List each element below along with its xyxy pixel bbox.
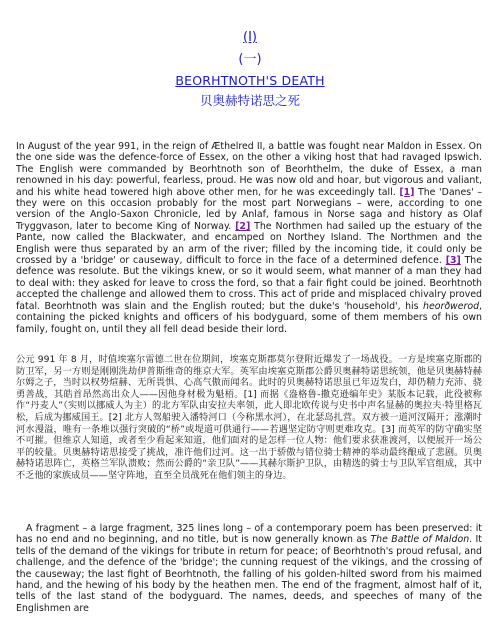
paragraph-chinese-translation: 公元 991 年 8 月，时值埃塞尔雷德二世在位期间，埃塞克斯郡莫尔登附近爆发了一场战役。一方是埃塞克斯郡的防卫军，另一方则是刚刚洗劫伊普斯维奇的维京大军。英军由埃塞克斯郡公爵贝奥赫特诺思统领，他是贝奥赫特赫尔姆之子，当时以权势煊赫、无所畏惧、心高气傲而闻名。此时的贝奥赫特诺思虽已年迈发白，却仍精力充沛、骁勇善战，其皓首昂然高出众人——因他身材极为魁梧。[1] 而据《盎格鲁-撒克逊编年史》某版本记载，此役被称作“丹麦人”（实则以挪威人为主）的北方军队由安拉夫率领，此人即北欧传说与史书中声名显赫的奥拉夫·特里格瓦松，后成为挪威国王。[2] 北方人驾船驶入潘特河口（今称黑水河），在北瑟岛扎营。双方被一道河汊隔开；涨潮时河水漫溢，唯有一条堆以强行突破的“桥”或堤道可供通行——若遇坚定防守则更难攻克。[3] 而英军的防守确实坚不可摧。但维京人知道，或者至少看起来知道，他们面对的是怎样一位人物：他们要求获准渡河，以便展开一场公平的较量。贝奥赫特诺思接受了挑战，准许他们过河。这一出于骄傲与错位骑士精神的举动最终酿成了悲剧。贝奥赫特诺思阵亡，英格兰军队溃败；然而公爵的“亲卫队”——其赫尔斯护卫队，由精选的骑士与卫队军官组成，其中不乏他的家族成员——坚守阵地，直至全员战死在他们领主的身边。 [16, 354, 482, 481]
para1-text-1: In August of the year 991, in the reign of Æthelred II, a battle was fought near Maldon in Essex. On the one side was the defence-force of Essex, on the other a viking host that had ravaged Ipswich. The English were commanded by Beorhtnoth son of Beorhthelm, the duke of Essex, a man renowned in his day: powerful, fearless, proud. He was now old and hoar, but vigorous and valiant, and his white head towered high above other men, for he was exceedingly tall. [16, 141, 482, 198]
para1-text-3: The Northmen had sailed up the estuary of the Pante, now called the Blackwater, and encamped on Northey Island. The Northmen and the English were thus separated by an arm of the river; filled by the incoming tide, it could only be crossed by a 'bridge' or causeway, difficult to force in the face of a determined defence. [16, 220, 483, 267]
para1-italic-term: heorðwerod [423, 300, 480, 312]
chapter-subtitle: 贝奥赫特诺思之死 [199, 93, 300, 108]
chapter-title-text: BEORHTNOTH'S DEATH [175, 73, 325, 88]
footnote-link-2[interactable]: [2] [235, 220, 251, 232]
para3-text-2: . It tells of the demand of the vikings for tribute in return for peace; of Beorhtnoth's proud refusal, and challenge, and the defence of the 'bridge'; the cunning request of the vikings, and the crossing of the causeway; the last fight of Beorhtnoth, the falling of his golden-hilted sword from his maimed hand, and the hewing of his body by the heathen men. The end of the fragment, almost half of it, tells of the last stand of the bodyguard. The names, deeds, and speeches of many of the Englishmen are [16, 534, 482, 614]
paragraph-intro [16, 141, 482, 335]
paragraph-fragment [16, 523, 482, 614]
para3-text-1: A fragment – a large fragment, 325 lines long – of a contemporary poem has been preserved: it has no end and no beginning, and no title, but is now generally known as [16, 523, 482, 546]
footnote-link-1[interactable]: [1] [399, 186, 415, 198]
footnote-link-3[interactable]: [3] [445, 255, 461, 267]
chapter-title [0, 73, 500, 89]
section-number-link[interactable]: (I) [243, 30, 257, 45]
poem-title: The Battle of Maldon [370, 534, 470, 546]
para1-text-4: The defence was resolute. But the vikings knew, or so it would seem, what manner of a man they had to deal with: they asked for leave to cross the ford, so that a fair fight could be joined. Beorhtnoth accepted the challenge and allowed them to cross. This act of pride and misplaced chivalry proved fatal. Beorhtnoth was slain and the English routed; but the duke's 'household', his [16, 255, 483, 312]
para1-text-2: The 'Danes' – they were on this occasion probably for the most part Norwegians – were, according to one version of the Anglo-Saxon Chronicle, led by Anlaf, famous in Norse saga and history as Olaf Tryggvason, later to become King of Norway. [16, 186, 483, 232]
section-number-chinese: (一) [238, 52, 262, 67]
section-number-roman [0, 30, 500, 46]
para1-text-5: , containing the picked knights and officers of his bodyguard, some of them members of his own family, fought on, until they all fell dead beside their lord. [16, 300, 483, 335]
